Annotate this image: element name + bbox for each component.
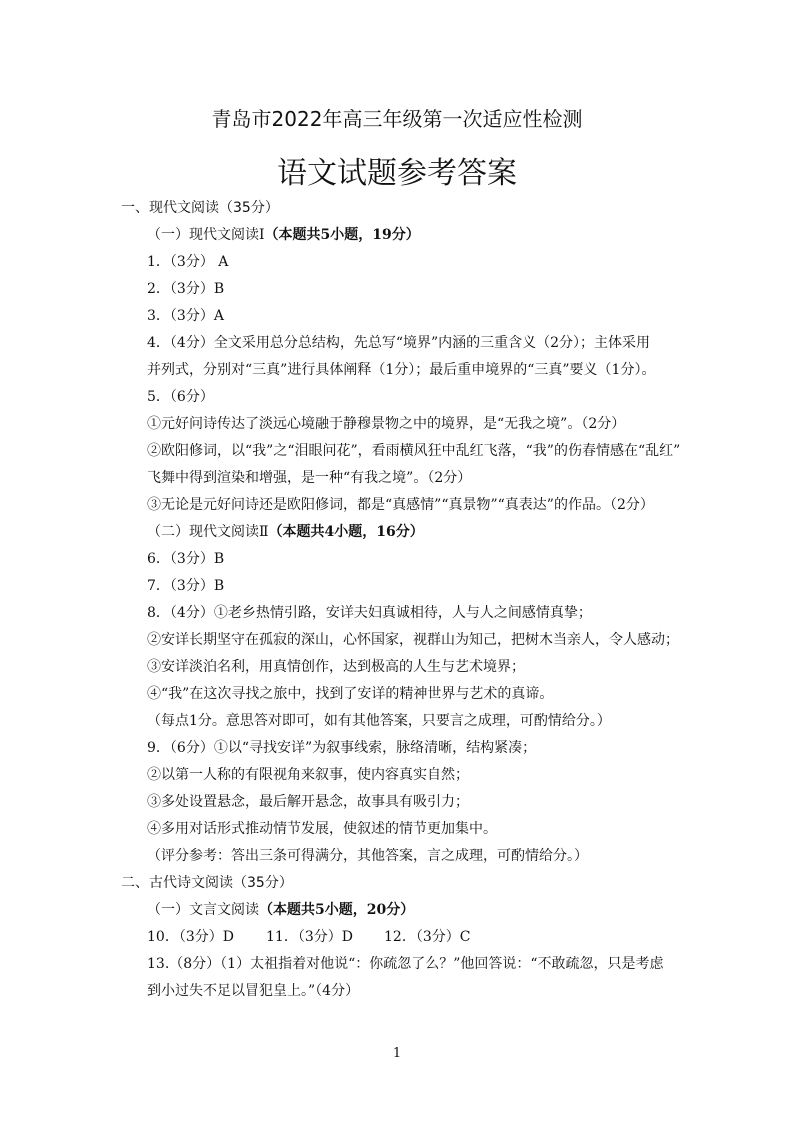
- answer-line: ②欧阳修词，以“我”之“泪眼问花”，看雨横风狂中乱红飞落，“我”的伤春情感在“乱红”: [147, 443, 681, 459]
- part-1-label: （一）现代文阅读Ⅰ: [147, 227, 265, 243]
- answer-line: （每点1分。意思答对即可，如有其他答案，只要言之成理，可酌情给分。）: [147, 713, 611, 729]
- answer-line: 8．（4分）①老乡热情引路，安详夫妇真诚相待，人与人之间感情真挚；: [147, 605, 592, 621]
- page-number: 1: [392, 1046, 402, 1061]
- part-2-note: （本题共4小题，16分）: [268, 524, 424, 540]
- answer-line: 13.（8分）（1）太祖指着对他说“：你疏忽了么？”他回答说：“不敢疏忽，只是考虑: [147, 956, 664, 972]
- part-1-note: （本题共5小题，19分）: [264, 227, 420, 243]
- answer-line: 4．（4分）全文采用总分总结构，先总写“境界”内涵的三重含义（2分）；主体采用: [147, 335, 651, 351]
- answer-line: ④多用对话形式推动情节发展，使叙述的情节更加集中。: [147, 821, 497, 837]
- answer-line: ④“我”在这次寻找之旅中，找到了安详的精神世界与艺术的真谛。: [147, 686, 554, 702]
- answer-line: 7．（3分）B: [147, 578, 225, 594]
- answer-line: 并列式，分别对“三真”进行具体阐释（1分）；最后重申境界的“三真”要义（1分）。: [147, 362, 656, 378]
- part-3-heading: [147, 901, 414, 919]
- answer-line: 9．（6分）①以“寻找安详”为叙事线索，脉络清晰，结构紧凑；: [147, 740, 537, 756]
- section-2-heading: 二、古代诗文阅读（35分）: [121, 875, 293, 891]
- part-2-heading: [147, 523, 424, 541]
- answer-line: 12．（3分）C: [384, 929, 471, 945]
- part-3-label: （一）文言文阅读: [147, 902, 259, 918]
- answer-line: ③安详淡泊名利，用真情创作，达到极高的人生与艺术境界；: [147, 659, 525, 675]
- answer-line: （评分参考：答出三条可得满分，其他答案，言之成理，可酌情给分。）: [147, 848, 588, 864]
- answer-line: ①元好问诗传达了淡远心境融于静穆景物之中的境界，是“无我之境”。（2分）: [147, 416, 626, 432]
- answer-line: ③无论是元好问诗还是欧阳修词，都是“真感情”“真景物”“真表达”的作品。（2分）: [147, 497, 654, 513]
- answer-line: 5．（6分）: [147, 389, 214, 405]
- answer-line: 飞舞中得到渲染和增强，是一种“有我之境”。（2分）: [147, 470, 472, 486]
- answer-line: 11．（3分）D: [266, 929, 353, 945]
- answer-line: ②安详长期坚守在孤寂的深山，心怀国家，视群山为知己，把树木当亲人，令人感动；: [147, 632, 679, 648]
- answer-line: 1．（3分） A: [147, 254, 229, 270]
- answer-line: 到小过失不足以冒犯皇上。”（4分）: [147, 983, 360, 999]
- part-1-heading: [147, 226, 420, 244]
- answer-line: 10．（3分）D: [147, 929, 234, 945]
- answer-line: ③多处设置悬念，最后解开悬念，故事具有吸引力；: [147, 794, 469, 810]
- answer-line: 6．（3分）B: [147, 551, 225, 567]
- section-1-heading: 一、现代文阅读（35分）: [121, 200, 279, 216]
- part-3-note: （本题共5小题，20分）: [259, 902, 415, 918]
- answer-line: 2．（3分）B: [147, 281, 225, 297]
- document-subtitle: 语文试题参考答案: [277, 156, 517, 191]
- document-title: 青岛市2022年高三年级第一次适应性检测: [211, 107, 583, 131]
- answer-line: 3．（3分）A: [147, 308, 224, 324]
- answer-line: ②以第一人称的有限视角来叙事，使内容真实自然；: [147, 767, 469, 783]
- part-2-label: （二）现代文阅读Ⅱ: [147, 524, 269, 540]
